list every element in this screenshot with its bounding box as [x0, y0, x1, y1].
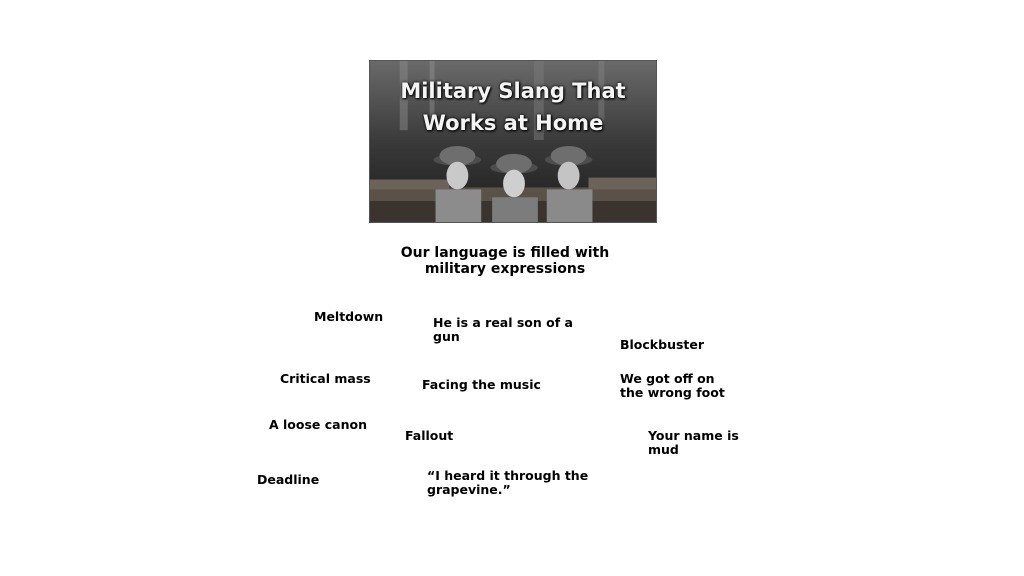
phrase-name-is-mud-line1: Your name is	[648, 428, 739, 443]
phrase-name-is-mud-line2: mud	[648, 442, 679, 457]
phrase-fallout: Fallout	[405, 428, 454, 443]
phrase-grapevine	[427, 469, 588, 497]
subtitle-line1: Our language is filled with	[400, 245, 610, 261]
phrase-son-of-a-gun	[433, 316, 573, 344]
phrase-blockbuster: Blockbuster	[620, 337, 705, 352]
phrase-wrong-foot	[620, 372, 725, 400]
page-subtitle	[380, 245, 630, 277]
phrase-name-is-mud	[648, 429, 739, 457]
phrase-critical-mass: Critical mass	[280, 371, 371, 386]
banner-title-line2: Works at Home	[422, 111, 604, 135]
phrase-meltdown: Meltdown	[314, 309, 384, 324]
banner-title-line1: Military Slang That	[400, 79, 626, 103]
phrase-wrong-foot-line1: We got off on	[620, 371, 715, 386]
phrase-grapevine-line2: grapevine.”	[427, 482, 511, 497]
phrase-loose-canon: A loose canon	[269, 417, 367, 432]
subtitle-line2: military expressions	[424, 261, 586, 277]
banner-image	[369, 60, 657, 223]
phrase-wrong-foot-line2: the wrong foot	[620, 385, 725, 400]
phrase-deadline: Deadline	[257, 472, 320, 487]
phrase-grapevine-line1: “I heard it through the	[427, 468, 589, 483]
phrase-son-of-a-gun-line2: gun	[433, 329, 460, 344]
banner-title	[370, 75, 656, 139]
phrase-son-of-a-gun-line1: He is a real son of a	[433, 315, 573, 330]
phrase-facing-the-music: Facing the music	[422, 377, 541, 392]
